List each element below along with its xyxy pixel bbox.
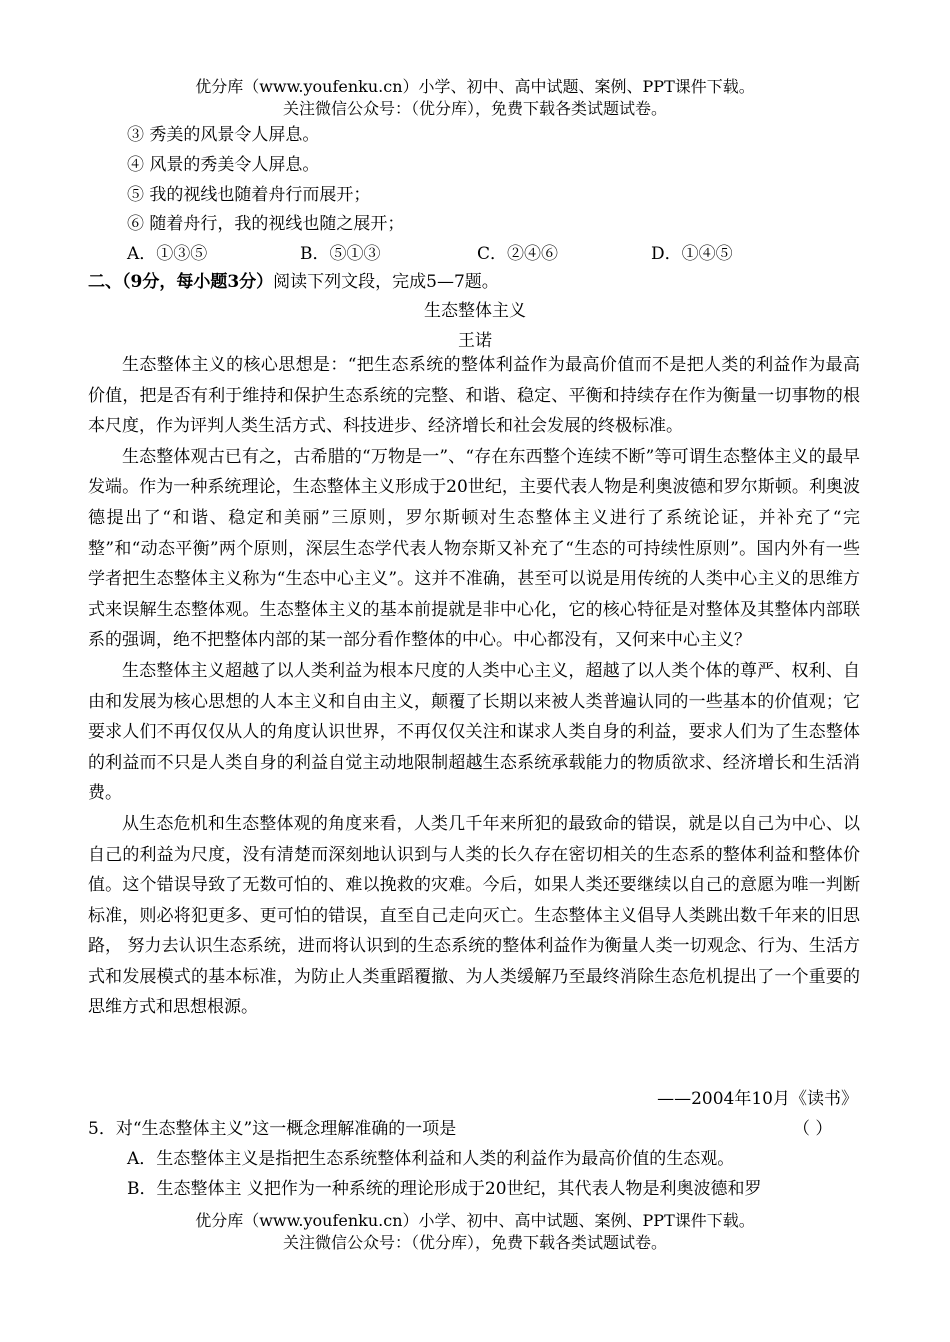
article-source: ——2004年10月《读书》 (657, 1089, 858, 1109)
question-5-stem: 5．对“生态整体主义”这一概念理解准确的一项是 (88, 1119, 457, 1139)
footer-line-1: 优分库（www.youfenku.cn）小学、初中、高中试题、案例、PPT课件下载。 (195, 1211, 755, 1230)
footer-line-2: 关注微信公众号：（优分库），免费下载各类试题试卷。 (282, 1233, 667, 1252)
choice-d: D．①④⑤ (651, 244, 733, 264)
section-heading (88, 267, 499, 292)
choice-b: B．⑤①③ (300, 244, 381, 264)
page-header (0, 76, 950, 120)
section-heading-label: 二、（9分，每小题3分） (88, 272, 274, 292)
option-item-3: ③ 秀美的风景令人屏息。 (127, 125, 320, 145)
option-item-5: ⑤ 我的视线也随着舟行而展开； (127, 185, 371, 205)
answer-parentheses: （ ） (793, 1119, 833, 1139)
header-line-1: 优分库（www.youfenku.cn）小学、初中、高中试题、案例、PPT课件下载。 (195, 77, 755, 96)
section-instruction: 阅读下列文段，完成5—7题。 (273, 272, 499, 292)
choice-c: C．②④⑥ (477, 244, 559, 264)
header-line-2: 关注微信公众号：（优分库），免费下载各类试题试卷。 (282, 99, 667, 118)
article-paragraph-1: 生态整体主义的核心思想是：“把生态系统的整体利益作为最高价值而不是把人类的利益作为最高价值，把是否有利于维持和保护生态系统的完整、和谐、稳定、平衡和持续存在作为衡量一切事物的根本尺度，作为评判人类生活方式、科技进步、经济增长和社会发展的终极标准。 (88, 355, 860, 437)
question-5-option-b: B．生态整体主 义把作为一种系统的理论形成于20世纪，其代表人物是利奥波德和罗 (127, 1179, 762, 1199)
article-paragraph-4: 从生态危机和生态整体观的角度来看，人类几千年来所犯的最致命的错误，就是以自己为中心、以自己的利益为尺度，没有清楚而深刻地认识到与人类的长久存在密切相关的生态系的整体利益和整体价值。这个错误导致了无数可怕的、难以挽救的灾难。今后，如果人类还要继续以自己的意愿为唯一判断标准，则必将犯更多、更可怕的错误，直至自己走向灭亡。生态整体主义倡导人类跳出数千年来的旧思路， 努力去认识生态系统，进而将认识到的生态系统的整体利益作为衡量人类一切观念、行为、生活方式和发展模式的基本标准，为防止人类重蹈覆撤、为人类缓解乃至最终消除生态危机提出了一个重要的思维方式和思想根源。 (88, 813, 860, 1018)
option-item-4: ④ 风景的秀美令人屏息。 (127, 155, 320, 175)
page-footer (0, 1210, 950, 1254)
article-title: 生态整体主义 (424, 301, 526, 321)
article-body (88, 350, 860, 1023)
choice-a: A．①③⑤ (127, 244, 208, 264)
article-author: 王诺 (458, 331, 492, 351)
option-item-6: ⑥ 随着舟行，我的视线也随之展开； (127, 214, 405, 234)
article-paragraph-3: 生态整体主义超越了以人类利益为根本尺度的人类中心主义，超越了以人类个体的尊严、权利、自由和发展为核心思想的人本主义和自由主义，颠覆了长期以来被人类普遍认同的一些基本的价值观；它要求人们不再仅仅从人的角度认识世界，不再仅仅关注和谋求人类自身的利益，要求人们为了生态整体的利益而不只是人类自身的利益自觉主动地限制超越生态系统承载能力的物质欲求、经济增长和生活消费。 (88, 660, 860, 804)
question-5-option-a: A．生态整体主义是指把生态系统整体利益和人类的利益作为最高价值的生态观。 (127, 1149, 735, 1169)
article-paragraph-2: 生态整体观古已有之，古希腊的“万物是一”、“存在东西整个连续不断”等可谓生态整体主义的最早发端。作为一种系统理论，生态整体主义形成于20世纪，主要代表人物是利奥波德和罗尔斯顿。利奥波德提出了“和谐、稳定和美丽”三原则，罗尔斯顿对生态整体主义进行了系统论证，并补充了“完整”和“动态平衡”两个原则，深层生态学代表人物奈斯又补充了“生态的可持续性原则”。国内外有一些学者把生态整体主义称为“生态中心主义”。这并不准确，甚至可以说是用传统的人类中心主义的思维方式来误解生态整体观。生态整体主义的基本前提就是非中心化，它的核心特征是对整体及其整体内部联系的强调，绝不把整体内部的某一部分看作整体的中心。中心都没有，又何来中心主义？ (88, 446, 860, 651)
